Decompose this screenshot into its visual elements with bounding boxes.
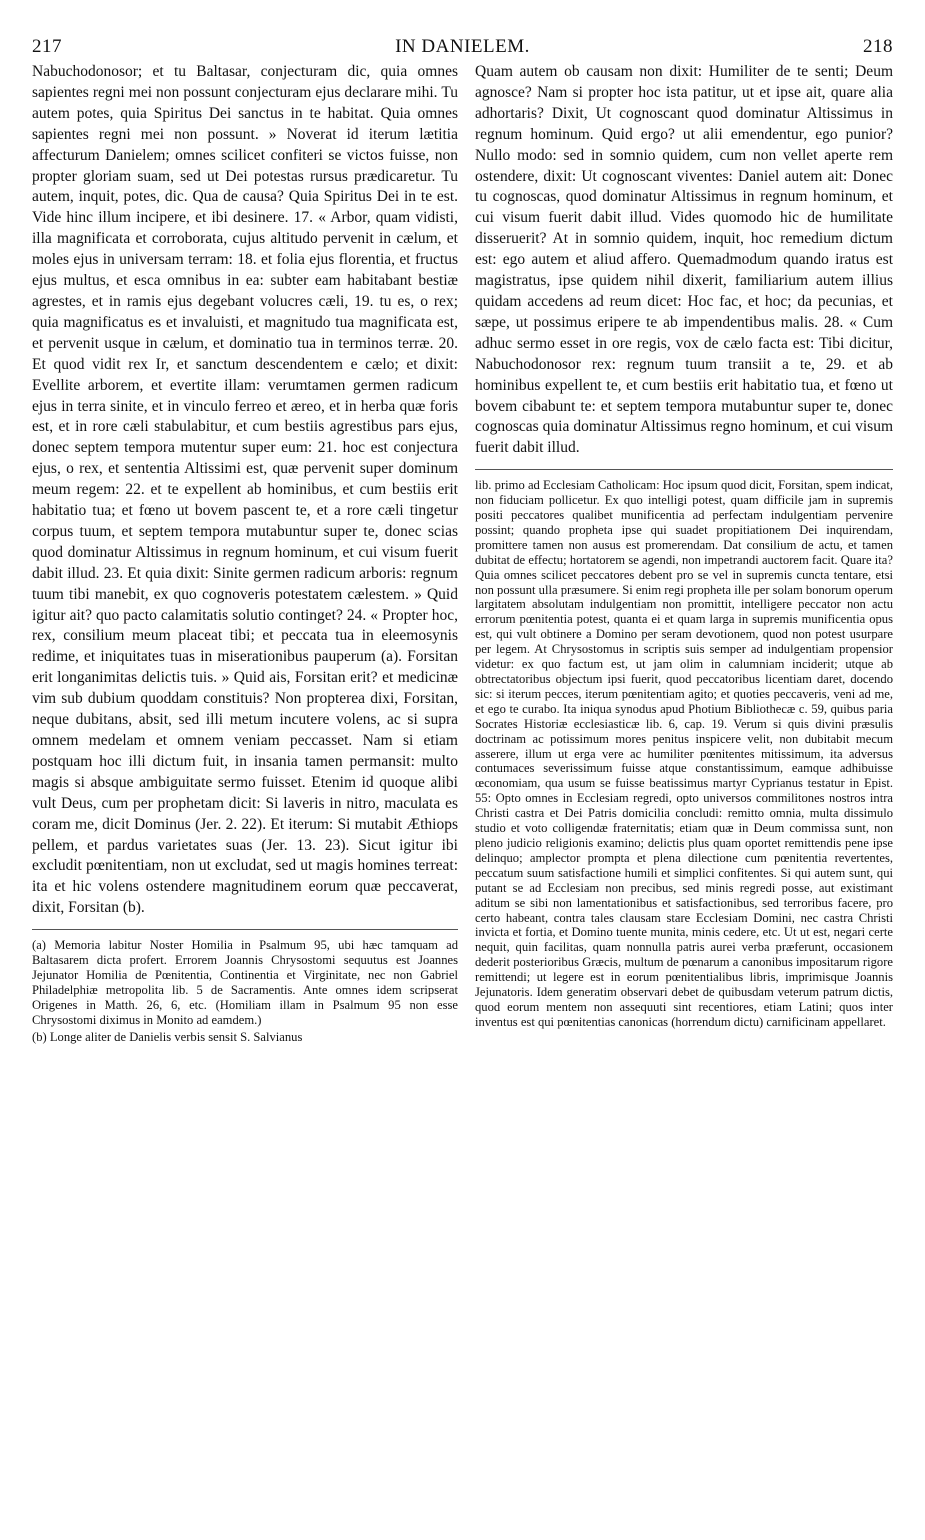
right-footnotes bbox=[475, 478, 893, 1030]
left-main-text: Nabuchodonosor; et tu Baltasar, conjecturam dic, quia omnes sapientes regni mei non possunt conjecturam ejus declarare mihi. Tu autem potes, quia Spiritus Dei sanctus in te habitat. Quia omnes sapientes regni mei non possunt. » Noverat id iterum lætitia affecturum Danielem; omnes scilicet confiteri se victos fuisse, non propter gloriam suam, sed ut Dei potestas rursus prædicaretur. Tu autem, inquit, potes, dic. Qua de causa? Quia Spiritus Dei in te est. Vide hinc illum incipere, et ibi desinere. 17. « Arbor, quam vidisti, illa magnificata et corroborata, cujus altitudo pervenit in cælum, et moles ejus in universam terram: 18. et folia ejus florentia, et fructus ejus multus, et esca omnibus in ea: subter eam habitabant bestiæ agrestes, et in ramis ejus degebant volucres cæli, 19. tu es, o rex; quia magnificatus es et invaluisti, et magnitudo tua magnificata est, et pervenit usque in cælum, et dominatio tua in terminos terræ. 20. Et quod vidit rex Ir, et sanctum descendentem e cælo; et dixit: Evellite arborem, et evertite illam: verumtamen germen radicum ejus in terra sinite, et in vinculo ferreo et æreo, et in herba quæ foris est, et in rore cæli stabulabitur, et cum bestiis agrestibus pars ejus, donec septem tempora mutentur super eum: 21. hoc est conjectura ejus, o rex, et sententia Altissimi est, quæ pervenit super dominum meum regem: 22. et te expellent ab hominibus, et cum bestiis erit habitatio tua; et fœno ut bovem pascent te, et a rore cæli tingetur corpus tuum, et septem tempora mutabuntur super te, donec scias quod dominatur Altissimus in regnum hominum, et cui visum fuerit dabit illud. 23. Et quia dixit: Sinite germen radicum arboris: regnum tuum tibi manebit, ex quo cognoveris potestatem cælestem. » Quid igitur ait? quo pacto calamitatis solutio continget? 24. « Propter hoc, rex, consilium meum placeat tibi; et peccata tua in eleemosynis redime, et iniquitates tuas in miserationibus pauperum (a). Forsitan erit longanimitas delictis tuis. » Quid ais, Forsitan erit? et medicinæ vim sub dubium quoddam constituis? Non propterea dixi, Forsitan, neque dubitans, absit, sed illi metum incutere volens, ac si supra omnem medelam et omnem veniam peccasset. Nam si etiam postquam hoc illi dictum fuit, in insania tamen permansit: multo magis si absque ambiguitate sermo fuisset. Etenim id quoque alibi vult Deus, cum per prophetam dicit: Si laveris in nitro, maculata es coram me, dicit Dominus (Jer. 2. 22). Et iterum: Si mutabit Æthiops pellem, et pardus varietates suas (Jer. 13. 23). Sicut igitur ibi excludit pœnitentiam, non ut excludat, sed ut magis homines terreat: ita et hic volens ostendere magnitudinem eorum quæ peccaverat, dixit, Forsitan (b). bbox=[32, 63, 458, 917]
page-number-left: 217 bbox=[32, 36, 62, 57]
footnote-divider-left bbox=[32, 929, 458, 930]
footnote-b-continued: lib. primo ad Ecclesiam Catholicam: Hoc ipsum quod dicit, Forsitan, spem indicat, non fiduciam pollicetur. Ex quo intelligi potest, quam difficile jam in supremis positi peccatores qualibet munificentia ad perfectam indulgentiam pervenire possint; quando propheta ipse qui suadet propitiationem Dei inquirendam, promittere tamen non ausus est promerendam. Dat consilium de actu, et tamen dubitat de effectu; hortatorem se agendi, non impetrandi auctorem facit. Quare ita? Quia omnes scilicet peccatores debent pro se vel in supremis cuncta tentare, etsi non possunt ulla præsumere. Si enim regi propheta ille per solam bonorum operum largitatem absolutam indulgentiam non promittit, intelligere peccator non actu errorum pœnitentia potest, quanta ei et quam larga in supremis munificentia opus est, qui vult obtinere a Domino per seram devotionem, quod non potest usurpare per legem. At Chrysostomus in scriptis suis semper ad indulgentiam propensior videtur: ex quo factum est, ut jam olim in calumniam inciderit; utque ab obtrectatoribus objectum ipsi fuerit, quod peccatoribus licentiam daret, docendo sic: si iterum pecces, iterum pœnitentiam agito; et quoties peccaveris, veni ad me, et ego te curabo. Ita iniqua synodus apud Photium Bibliothecæ c. 59, quibus paria Socrates Historiæ ecclesiasticæ lib. 6, cap. 19. Verum si quis divini præsulis doctrinam ac potissimum mores penitus inspicere velit, non dubitabit mecum asserere, illum ut erga vere ac humiliter pœnitentes mitissimum, ita adversus contumaces severissimum fuisse atque constantissimum, eamque adhibuisse œconomiam, qua usum se fuisse beatissimus martyr Cyprianus testatur in Epist. 55: Opto omnes in Ecclesiam regredi, opto universos commilitones nostros intra Christi castra et Dei Patris domicilia concludi: remitto omnia, multa dissimulo studio et voto colligendæ fraternitatis; etiam quæ in Deum commissa sunt, non pleno judicio religionis examino; delictis plus quam oportet remittendis pene ipse delinquo; amplector prompta et plena dilectione cum pœnitentia revertentes, peccatum suum satisfactione humili et simplici confitentes. Si qui autem sunt, qui putant se ad Ecclesiam non precibus, sed minis regredi posse, aut existimant aditum se sibi non lamentationibus et satisfactionibus, sed terroribus facere, pro certo habeant, contra tales clausam stare Ecclesiam Domini, nec castra Christi invicta et fortia, et Domino tuente munita, minis cedere, etc. Ut ut est, negari certe nequit, quin facilitas, quam nonnulla patris aurei verba præferunt, occasionem dederit posterioribus Græcis, multum de pœnarum a canonibus impositarum rigore remittendi; ut legere est in eorum pœnitentialibus libris, imprimisque Joannis Jejunatoris. Idem generatim observari debet de quibusdam veterum patrum dictis, quod eorum mentem non assequuti sint recentiores, etiam Latini; quos inter inventus est qui pœnitentias canonicas (horrendum dictu) carnificinam appellaret. bbox=[475, 478, 893, 1029]
right-main-text-block bbox=[475, 62, 893, 459]
left-footnotes bbox=[32, 938, 458, 1044]
footnote-b: (b) Longe aliter de Danielis verbis sensit S. Salvianus bbox=[32, 1029, 303, 1044]
right-column bbox=[475, 62, 893, 1030]
footnote-divider-right bbox=[475, 469, 893, 470]
left-column bbox=[32, 62, 458, 1045]
running-title: IN DANIELEM. bbox=[395, 36, 530, 57]
right-main-text: Quam autem ob causam non dixit: Humiliter de te senti; Deum agnosce? Nam si propter hoc ista patitur, ut et ipse ait, quare alia adhortaris? Dixit, Ut cognoscant quod dominatur Altissimus in regnum hominum. Quid ergo? ut alii emendentur, ego punior? Nullo modo: sed in somnio quidem, cum non vellet aperte rem ostendere, dixit: Ut cognoscant viventes: Daniel autem ait: Donec tu cognoscas, quod dominatur Altissimus in regnum hominum, et cui visum fuerit dabit illud. Vides quomodo hic de humilitate disseruerit? At in somnio quidem, inquit, hoc remedium dictum est: ego autem et aliud affero. Quemadmodum quando iratus est magistratus, ipse quidem nihil dixerit, familiarium autem illius quidam accedens ad reum dicet: Hoc fac, et hoc; da pecunias, et sæpe, ut possimus eripere te ab impendentibus malis. 28. « Cum adhuc sermo esset in ore regis, vox de cælo facta est: Tibi dicitur, Nabuchodonosor rex: regnum tuum transiit a te, 29. et ab hominibus expellent te, et cum bestiis erit habitatio tua, et fœno ut bovem cibabunt te: et septem tempora mutabuntur super te, donec cognoscas quia dominatur Altissimus regno hominum, et cui visum fuerit dabit illud. bbox=[475, 63, 893, 457]
footnote-a: (a) Memoria labitur Noster Homilia in Psalmum 95, ubi hæc tamquam ad Baltasarem dicta profert. Errorem Joannis Chrysostomi sequutus est Joannes Jejunator Homilia de Pœnitentia, Continentia et Virginitate, nec non Gabriel Philadelphiæ metropolita lib. 5 de Sacramentis. Ante omnes idem scripserat Origenes in Matth. 26, 6, etc. (Homiliam illam in Psalmum 95 non esse Chrysostomi diximus in Monito ad eamdem.) bbox=[32, 938, 458, 1027]
left-main-text-block bbox=[32, 62, 458, 919]
page-header bbox=[32, 36, 893, 62]
page-number-right: 218 bbox=[863, 36, 893, 57]
